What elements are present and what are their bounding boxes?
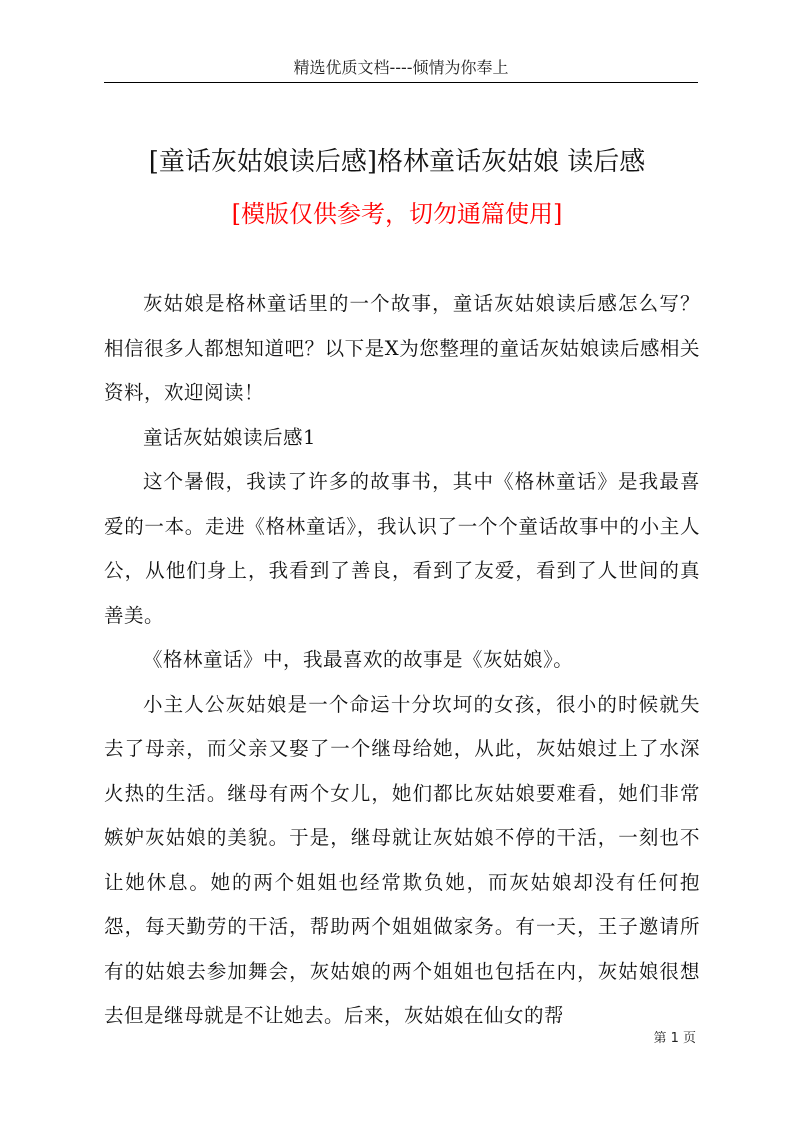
paragraph: 这个暑假，我读了许多的故事书，其中《格林童话》是我最喜爱的一本。走进《格林童话》，我认识了一个个童话故事中的小主人公，从他们身上，我看到了善良，看到了友爱，看到了人世间的真善美。 [104, 470, 700, 627]
page-header-text: 精选优质文档----倾情为你奉上 [293, 58, 509, 77]
page-header [104, 54, 698, 83]
document-title: [童话灰姑娘读后感]格林童话灰姑娘 读后感 [148, 147, 646, 177]
paragraph: 小主人公灰姑娘是一个命运十分坎坷的女孩，很小的时候就失去了母亲，而父亲又娶了一个继母给她，从此，灰姑娘过上了水深火热的生活。继母有两个女儿，她们都比灰姑娘要难看，她们非常嫉妒灰姑娘的美貌。于是，继母就让灰姑娘不停的干活，一刻也不让她休息。她的两个姐姐也经常欺负她，而灰姑娘却没有任何抱怨，每天勤劳的干活，帮助两个姐姐做家务。有一天，王子邀请所有的姑娘去参加舞会，灰姑娘的两个姐姐也包括在内，灰姑娘很想去但是继母就是不让她去。后来，灰姑娘在仙女的帮 [104, 692, 700, 1027]
paragraph: 《格林童话》中，我最喜欢的故事是《灰姑娘》。 [143, 648, 574, 671]
page-number: 第 1 页 [653, 1031, 696, 1046]
paragraph-intro: 灰姑娘是格林童话里的一个故事，童话灰姑娘读后感怎么写？相信很多人都想知道吧？以下是X为您整理的童话灰姑娘读后感相关资料，欢迎阅读！ [104, 292, 700, 404]
document-body [104, 282, 700, 1039]
section-heading: 童话灰姑娘读后感1 [143, 425, 316, 449]
document-subtitle: [模版仅供参考，切勿通篇使用] [231, 200, 563, 228]
